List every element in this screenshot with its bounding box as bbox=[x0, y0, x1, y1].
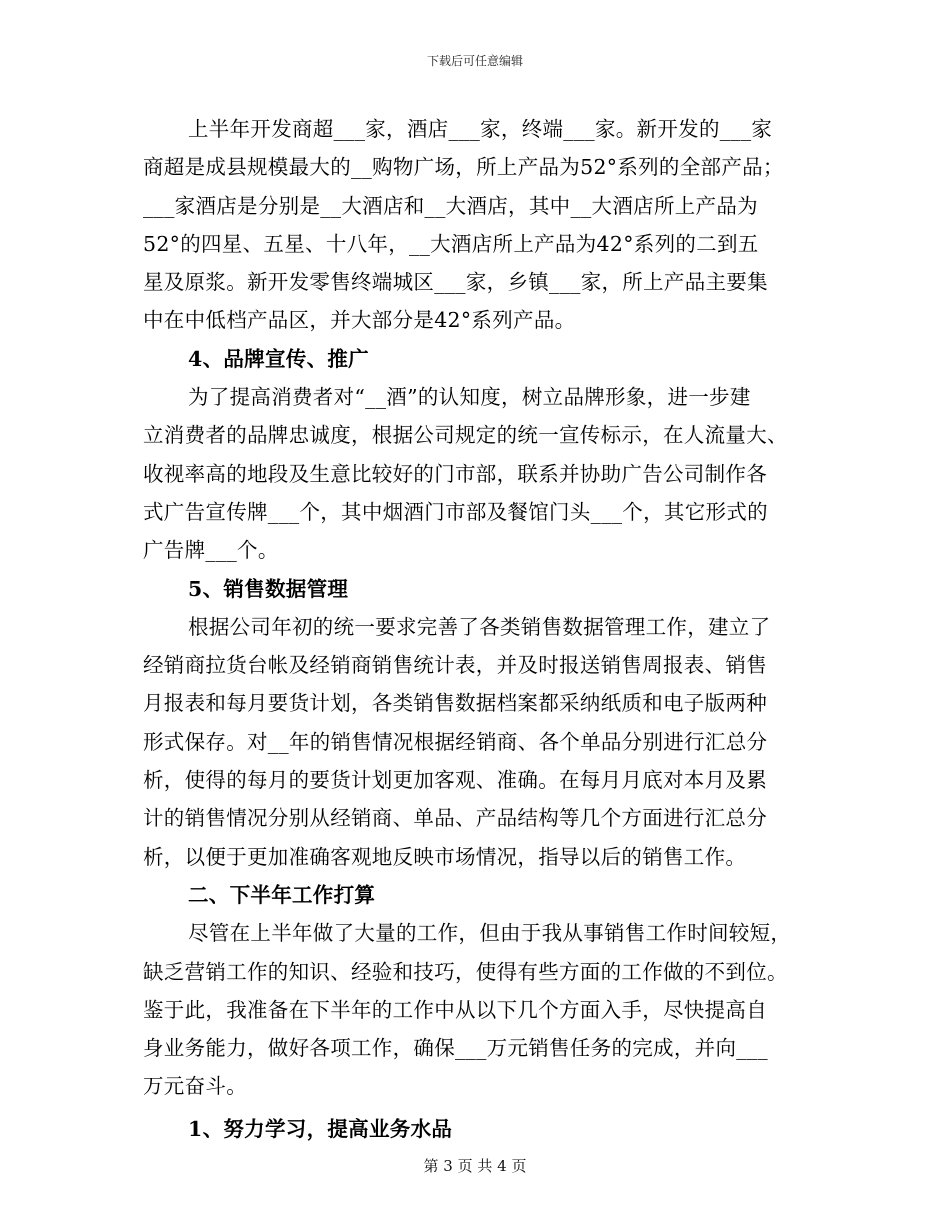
document-body bbox=[143, 110, 807, 1148]
section-heading-sales-data: 5、销售数据管理 bbox=[188, 576, 349, 601]
page-footer: 第 3 页 共 4 页 bbox=[423, 1157, 527, 1175]
paragraph-line: 鉴于此，我准备在下半年的工作中从以下几个方面入手，尽快提高自 bbox=[143, 997, 767, 1022]
paragraph-line: 中在中低档产品区，并大部分是42°系列产品。 bbox=[143, 308, 576, 333]
section-heading-study: 1、努力学习，提高业务水品 bbox=[188, 1116, 453, 1141]
paragraph-line: 计的销售情况分别从经销商、单品、产品结构等几个方面进行汇总分 bbox=[143, 806, 767, 831]
paragraph-line: 缺乏营销工作的知识、经验和技巧，使得有些方面的工作做的不到位。 bbox=[143, 959, 788, 984]
paragraph-line: 为了提高消费者对“__酒”的认知度，树立品牌形象，进一步建 bbox=[188, 385, 751, 410]
paragraph-line: 商超是成县规模最大的__购物广场，所上产品为52°系列的全部产品； bbox=[143, 155, 784, 180]
paragraph-line: 身业务能力，做好各项工作，确保___万元销售任务的完成，并向___ bbox=[143, 1036, 768, 1061]
section-heading-brand-promotion: 4、品牌宣传、推广 bbox=[188, 346, 369, 371]
paragraph-line: 广告牌___个。 bbox=[143, 538, 279, 563]
paragraph-line: 收视率高的地段及生意比较好的门市部，联系并协助广告公司制作各 bbox=[143, 461, 767, 486]
paragraph-line: 经销商拉货台帐及经销商销售统计表，并及时报送销售周报表、销售 bbox=[143, 653, 767, 678]
paragraph-line: 尽管在上半年做了大量的工作，但由于我从事销售工作时间较短， bbox=[188, 921, 792, 946]
paragraph-line: 上半年开发商超___家，酒店___家，终端___家。新开发的___家 bbox=[188, 117, 773, 141]
paragraph-line: 根据公司年初的统一要求完善了各类销售数据管理工作，建立了 bbox=[188, 614, 771, 639]
paragraph-line: 析，使得的每月的要货计划更加客观、准确。在每月月底对本月及累 bbox=[143, 768, 767, 793]
section-heading-second-half-plan: 二、下半年工作打算 bbox=[188, 882, 376, 907]
paragraph-line: 形式保存。对__年的销售情况根据经销商、各个单品分别进行汇总分 bbox=[143, 729, 768, 754]
paragraph-line: 星及原浆。新开发零售终端城区___家，乡镇___家，所上产品主要集 bbox=[143, 270, 768, 295]
paragraph-line: 式广告宣传牌___个，其中烟酒门市部及餐馆门头___个，其它形式的 bbox=[143, 499, 768, 524]
paragraph-line: ___家酒店是分别是__大酒店和__大酒店，其中__大酒店所上产品为 bbox=[143, 193, 758, 218]
paragraph-line: 52°的四星、五星、十八年，__大酒店所上产品为42°系列的二到五 bbox=[143, 231, 759, 256]
paragraph-line: 析，以便于更加准确客观地反映市场情况，指导以后的销售工作。 bbox=[143, 844, 747, 869]
paragraph-line: 万元奋斗。 bbox=[143, 1074, 247, 1099]
page-header: 下载后可任意编辑 bbox=[426, 54, 523, 68]
paragraph-line: 月报表和每月要货计划，各类销售数据档案都采纳纸质和电子版两种 bbox=[143, 691, 767, 716]
paragraph-line: 立消费者的品牌忠诚度，根据公司规定的统一宣传标示，在人流量大、 bbox=[143, 423, 788, 448]
